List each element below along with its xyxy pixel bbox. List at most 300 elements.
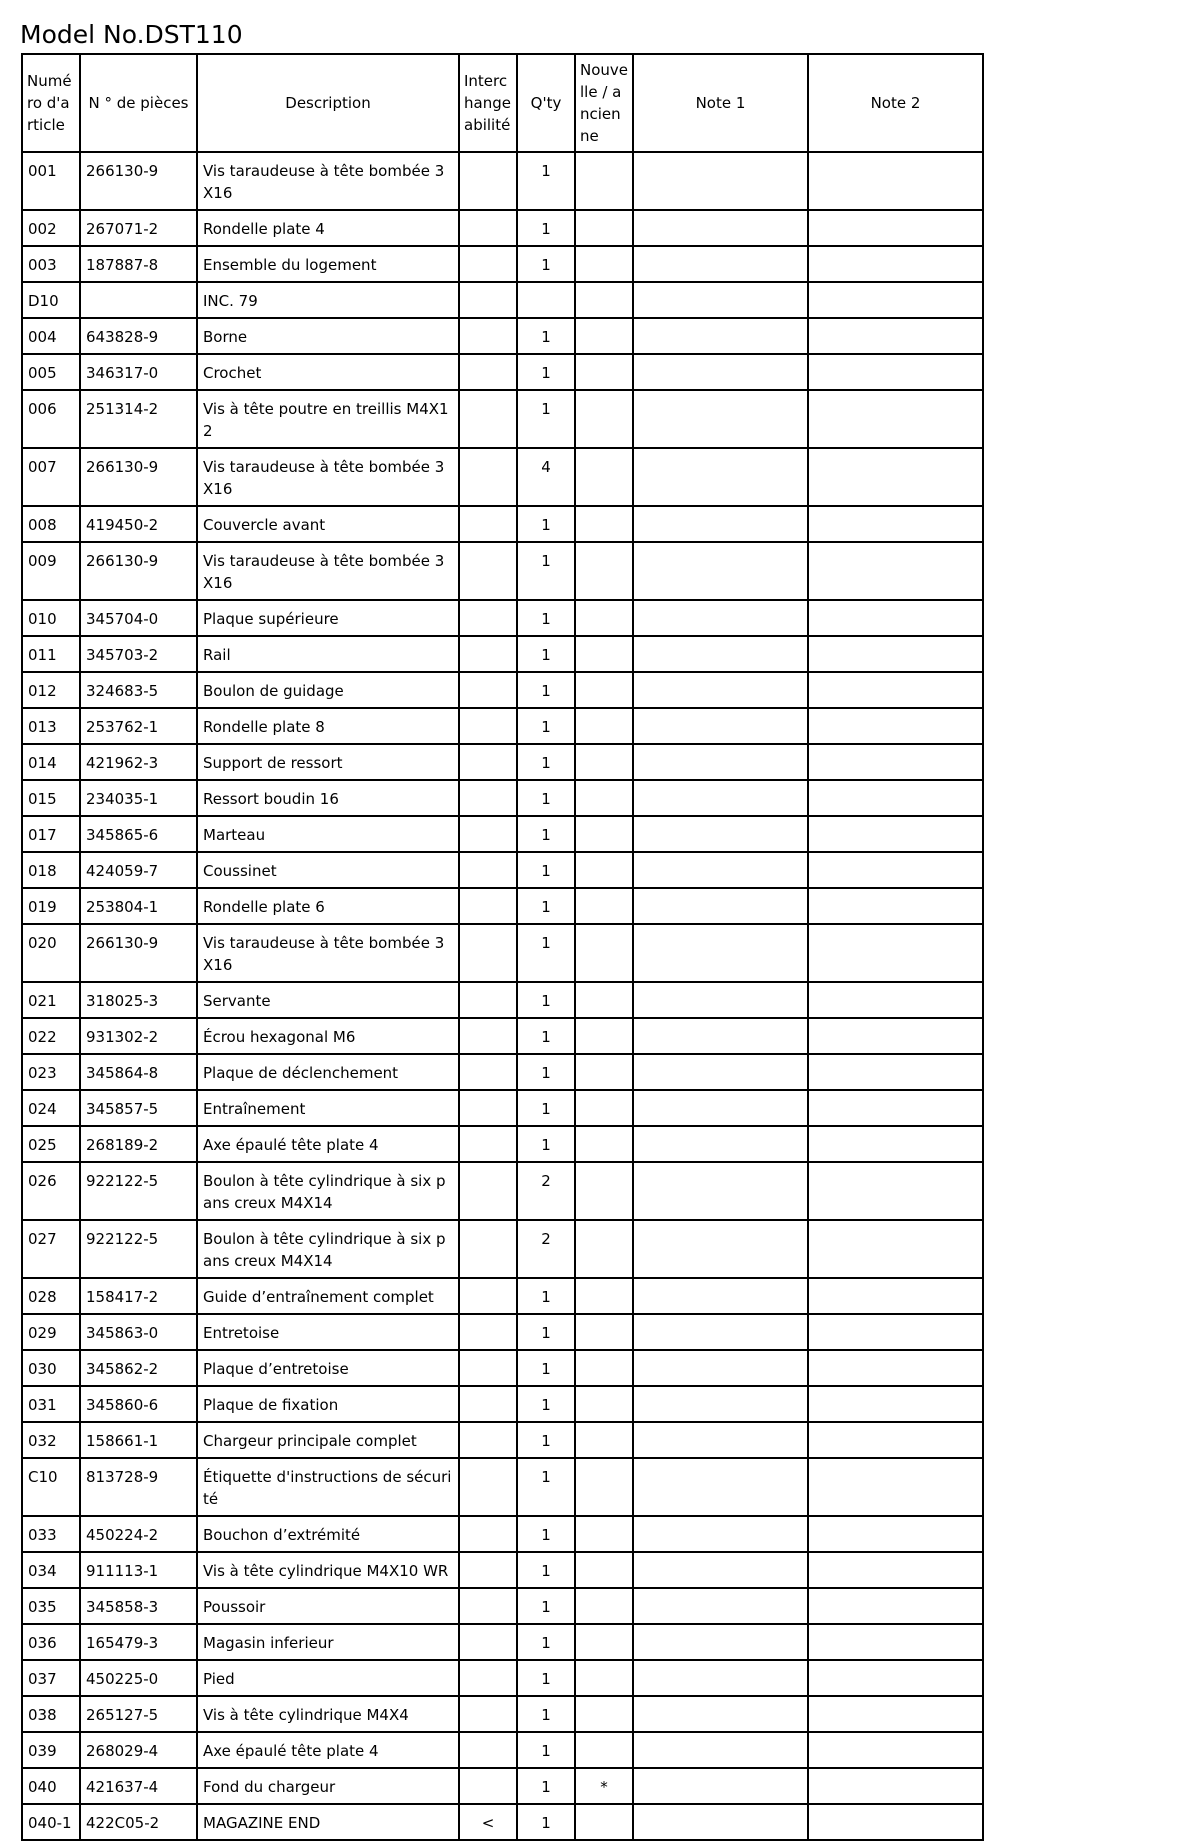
cell-description: MAGAZINE END (197, 1804, 459, 1840)
cell-description: Servante (197, 982, 459, 1018)
cell-note1 (633, 1804, 808, 1840)
cell-qty: 1 (517, 1588, 575, 1624)
cell-item-no: 035 (22, 1588, 80, 1624)
cell-note1 (633, 1126, 808, 1162)
cell-new-old (575, 852, 633, 888)
cell-note1 (633, 152, 808, 210)
cell-new-old (575, 672, 633, 708)
cell-item-no: 019 (22, 888, 80, 924)
cell-new-old (575, 924, 633, 982)
cell-qty: 1 (517, 246, 575, 282)
page-title: Model No.DST110 (20, 20, 243, 49)
table-row (22, 542, 983, 600)
cell-item-no: 038 (22, 1696, 80, 1732)
cell-description: Bouchon d’extrémité (197, 1516, 459, 1552)
cell-note2 (808, 708, 983, 744)
cell-item-no: 013 (22, 708, 80, 744)
cell-item-no: 027 (22, 1220, 80, 1278)
cell-description: Vis à tête cylindrique M4X4 (197, 1696, 459, 1732)
cell-part-no: 643828-9 (80, 318, 197, 354)
cell-qty: 1 (517, 924, 575, 982)
cell-description: Écrou hexagonal M6 (197, 1018, 459, 1054)
cell-note1 (633, 1422, 808, 1458)
cell-new-old (575, 636, 633, 672)
parts-table (21, 53, 984, 1841)
cell-item-no: 006 (22, 390, 80, 448)
cell-description: Vis à tête cylindrique M4X10 WR (197, 1552, 459, 1588)
cell-part-no: 813728-9 (80, 1458, 197, 1516)
cell-interchangeability (459, 816, 517, 852)
cell-note1 (633, 780, 808, 816)
cell-part-no: 234035-1 (80, 780, 197, 816)
table-row (22, 1804, 983, 1840)
cell-qty: 2 (517, 1220, 575, 1278)
cell-item-no: 029 (22, 1314, 80, 1350)
table-row (22, 1552, 983, 1588)
cell-new-old (575, 1422, 633, 1458)
cell-note1 (633, 1054, 808, 1090)
cell-interchangeability (459, 1314, 517, 1350)
cell-note2 (808, 1018, 983, 1054)
cell-interchangeability (459, 1018, 517, 1054)
cell-qty: 1 (517, 1732, 575, 1768)
table-row (22, 1422, 983, 1458)
cell-item-no: 001 (22, 152, 80, 210)
table-row (22, 1768, 983, 1804)
cell-note1 (633, 1458, 808, 1516)
cell-interchangeability (459, 1516, 517, 1552)
cell-new-old (575, 282, 633, 318)
cell-qty: 1 (517, 1660, 575, 1696)
cell-note2 (808, 780, 983, 816)
cell-description: Rail (197, 636, 459, 672)
cell-new-old (575, 1162, 633, 1220)
cell-part-no: 265127-5 (80, 1696, 197, 1732)
cell-new-old (575, 354, 633, 390)
cell-description: Magasin inferieur (197, 1624, 459, 1660)
cell-new-old (575, 1126, 633, 1162)
cell-description: Chargeur principale complet (197, 1422, 459, 1458)
cell-interchangeability (459, 888, 517, 924)
cell-item-no: 034 (22, 1552, 80, 1588)
cell-new-old (575, 816, 633, 852)
cell-description: Couvercle avant (197, 506, 459, 542)
cell-item-no: 040 (22, 1768, 80, 1804)
cell-interchangeability (459, 1552, 517, 1588)
cell-interchangeability (459, 1422, 517, 1458)
cell-part-no: 345704-0 (80, 600, 197, 636)
cell-note2 (808, 852, 983, 888)
cell-description: Fond du chargeur (197, 1768, 459, 1804)
cell-note2 (808, 1552, 983, 1588)
cell-new-old (575, 246, 633, 282)
cell-note1 (633, 354, 808, 390)
cell-qty: 1 (517, 816, 575, 852)
cell-note2 (808, 600, 983, 636)
cell-qty: 1 (517, 1516, 575, 1552)
cell-part-no: 251314-2 (80, 390, 197, 448)
cell-item-no: 036 (22, 1624, 80, 1660)
cell-interchangeability (459, 282, 517, 318)
cell-description: Plaque d’entretoise (197, 1350, 459, 1386)
cell-item-no: 015 (22, 780, 80, 816)
cell-interchangeability (459, 246, 517, 282)
cell-note2 (808, 1220, 983, 1278)
cell-item-no: 021 (22, 982, 80, 1018)
cell-new-old (575, 210, 633, 246)
table-row (22, 1018, 983, 1054)
cell-part-no: 419450-2 (80, 506, 197, 542)
cell-note1 (633, 852, 808, 888)
cell-new-old (575, 542, 633, 600)
cell-interchangeability (459, 1768, 517, 1804)
cell-part-no: 266130-9 (80, 542, 197, 600)
cell-new-old (575, 1018, 633, 1054)
cell-description: Coussinet (197, 852, 459, 888)
cell-note1 (633, 1090, 808, 1126)
cell-note2 (808, 1696, 983, 1732)
cell-note1 (633, 506, 808, 542)
cell-description: Rondelle plate 8 (197, 708, 459, 744)
cell-interchangeability (459, 210, 517, 246)
cell-new-old (575, 1696, 633, 1732)
cell-interchangeability (459, 780, 517, 816)
cell-note2 (808, 1314, 983, 1350)
cell-description: Vis taraudeuse à tête bombée 3X16 (197, 924, 459, 982)
table-row (22, 282, 983, 318)
cell-new-old (575, 1350, 633, 1386)
cell-new-old (575, 506, 633, 542)
cell-part-no: 421637-4 (80, 1768, 197, 1804)
cell-qty: 1 (517, 1768, 575, 1804)
cell-interchangeability (459, 600, 517, 636)
cell-note2 (808, 1422, 983, 1458)
cell-note2 (808, 816, 983, 852)
cell-item-no: 009 (22, 542, 80, 600)
cell-note2 (808, 1054, 983, 1090)
cell-new-old (575, 888, 633, 924)
cell-description: Rondelle plate 6 (197, 888, 459, 924)
table-row (22, 1696, 983, 1732)
table-row (22, 1054, 983, 1090)
table-row (22, 1458, 983, 1516)
table-row (22, 708, 983, 744)
cell-qty: 1 (517, 506, 575, 542)
table-row (22, 816, 983, 852)
cell-description: Vis taraudeuse à tête bombée 3X16 (197, 542, 459, 600)
table-row (22, 390, 983, 448)
cell-qty: 1 (517, 852, 575, 888)
cell-note2 (808, 672, 983, 708)
cell-note2 (808, 1588, 983, 1624)
cell-note1 (633, 982, 808, 1018)
cell-note2 (808, 1768, 983, 1804)
cell-item-no: 032 (22, 1422, 80, 1458)
cell-new-old (575, 1458, 633, 1516)
header-note2: Note 2 (808, 54, 983, 152)
cell-interchangeability (459, 354, 517, 390)
cell-description: Crochet (197, 354, 459, 390)
table-row (22, 600, 983, 636)
table-row (22, 1732, 983, 1768)
cell-qty: 1 (517, 888, 575, 924)
cell-new-old (575, 1386, 633, 1422)
cell-interchangeability (459, 1090, 517, 1126)
cell-item-no: 003 (22, 246, 80, 282)
cell-new-old (575, 982, 633, 1018)
table-row (22, 1350, 983, 1386)
cell-note1 (633, 210, 808, 246)
cell-qty: 1 (517, 600, 575, 636)
cell-qty: 1 (517, 708, 575, 744)
cell-interchangeability (459, 1126, 517, 1162)
cell-note2 (808, 1090, 983, 1126)
cell-note1 (633, 1552, 808, 1588)
cell-note1 (633, 708, 808, 744)
cell-part-no: 318025-3 (80, 982, 197, 1018)
table-row (22, 354, 983, 390)
cell-item-no: 020 (22, 924, 80, 982)
table-row (22, 636, 983, 672)
cell-item-no: D10 (22, 282, 80, 318)
table-row (22, 672, 983, 708)
cell-new-old: * (575, 1768, 633, 1804)
cell-part-no: 931302-2 (80, 1018, 197, 1054)
cell-item-no: 017 (22, 816, 80, 852)
cell-interchangeability (459, 852, 517, 888)
cell-note2 (808, 1732, 983, 1768)
cell-interchangeability (459, 318, 517, 354)
cell-new-old (575, 1054, 633, 1090)
cell-note1 (633, 282, 808, 318)
cell-note1 (633, 1314, 808, 1350)
cell-item-no: 012 (22, 672, 80, 708)
table-row (22, 448, 983, 506)
cell-description: Ressort boudin 16 (197, 780, 459, 816)
cell-note2 (808, 1516, 983, 1552)
cell-item-no: 023 (22, 1054, 80, 1090)
cell-description: Étiquette d'instructions de sécurité (197, 1458, 459, 1516)
cell-qty: 1 (517, 636, 575, 672)
cell-description: INC. 79 (197, 282, 459, 318)
cell-interchangeability (459, 1162, 517, 1220)
cell-part-no: 450224-2 (80, 1516, 197, 1552)
table-header-row (22, 54, 983, 152)
cell-qty: 1 (517, 744, 575, 780)
cell-item-no: 030 (22, 1350, 80, 1386)
cell-description: Boulon à tête cylindrique à six pans creux M4X14 (197, 1220, 459, 1278)
cell-interchangeability (459, 1624, 517, 1660)
table-row (22, 1162, 983, 1220)
cell-interchangeability (459, 448, 517, 506)
cell-note1 (633, 1018, 808, 1054)
cell-part-no: 346317-0 (80, 354, 197, 390)
cell-note1 (633, 744, 808, 780)
table-body (22, 152, 983, 1840)
table-row (22, 982, 983, 1018)
cell-note2 (808, 924, 983, 982)
cell-description: Plaque de fixation (197, 1386, 459, 1422)
cell-part-no: 187887-8 (80, 246, 197, 282)
cell-note2 (808, 390, 983, 448)
cell-note2 (808, 1162, 983, 1220)
cell-interchangeability (459, 542, 517, 600)
table-row (22, 506, 983, 542)
cell-part-no: 911113-1 (80, 1552, 197, 1588)
cell-item-no: 005 (22, 354, 80, 390)
cell-note1 (633, 1768, 808, 1804)
table-row (22, 246, 983, 282)
cell-part-no: 345865-6 (80, 816, 197, 852)
table-row (22, 1314, 983, 1350)
cell-note1 (633, 542, 808, 600)
cell-note1 (633, 1278, 808, 1314)
table-row (22, 210, 983, 246)
cell-note1 (633, 672, 808, 708)
cell-item-no: 008 (22, 506, 80, 542)
cell-note1 (633, 1732, 808, 1768)
cell-note1 (633, 924, 808, 982)
cell-new-old (575, 1732, 633, 1768)
cell-description: Boulon de guidage (197, 672, 459, 708)
cell-qty: 1 (517, 318, 575, 354)
cell-note1 (633, 1624, 808, 1660)
cell-qty: 1 (517, 390, 575, 448)
cell-new-old (575, 318, 633, 354)
cell-description: Ensemble du logement (197, 246, 459, 282)
table-row (22, 152, 983, 210)
cell-interchangeability (459, 506, 517, 542)
cell-note2 (808, 888, 983, 924)
cell-item-no: 022 (22, 1018, 80, 1054)
cell-interchangeability (459, 1696, 517, 1732)
cell-part-no: 422C05-2 (80, 1804, 197, 1840)
cell-interchangeability (459, 1660, 517, 1696)
cell-qty: 2 (517, 1162, 575, 1220)
cell-note1 (633, 1588, 808, 1624)
table-row (22, 852, 983, 888)
cell-description: Plaque de déclenchement (197, 1054, 459, 1090)
cell-new-old (575, 1516, 633, 1552)
cell-part-no: 345860-6 (80, 1386, 197, 1422)
table-row (22, 1126, 983, 1162)
cell-part-no: 345857-5 (80, 1090, 197, 1126)
cell-interchangeability (459, 708, 517, 744)
header-note1: Note 1 (633, 54, 808, 152)
cell-part-no: 345862-2 (80, 1350, 197, 1386)
cell-interchangeability (459, 1278, 517, 1314)
cell-qty: 1 (517, 1314, 575, 1350)
cell-new-old (575, 1090, 633, 1126)
cell-interchangeability (459, 636, 517, 672)
table-row (22, 1516, 983, 1552)
cell-note2 (808, 448, 983, 506)
cell-qty: 1 (517, 672, 575, 708)
cell-note2 (808, 246, 983, 282)
cell-part-no: 268029-4 (80, 1732, 197, 1768)
cell-note1 (633, 1220, 808, 1278)
cell-note1 (633, 636, 808, 672)
cell-note1 (633, 1162, 808, 1220)
cell-item-no: 026 (22, 1162, 80, 1220)
cell-qty: 1 (517, 1552, 575, 1588)
cell-part-no: 345703-2 (80, 636, 197, 672)
cell-new-old (575, 1804, 633, 1840)
cell-qty: 1 (517, 982, 575, 1018)
cell-interchangeability (459, 390, 517, 448)
cell-note1 (633, 1516, 808, 1552)
cell-new-old (575, 780, 633, 816)
cell-new-old (575, 152, 633, 210)
cell-part-no: 266130-9 (80, 924, 197, 982)
cell-note2 (808, 354, 983, 390)
cell-interchangeability (459, 744, 517, 780)
cell-item-no: 002 (22, 210, 80, 246)
cell-qty: 1 (517, 1804, 575, 1840)
cell-new-old (575, 1660, 633, 1696)
cell-qty: 1 (517, 1278, 575, 1314)
cell-item-no: 033 (22, 1516, 80, 1552)
cell-qty: 1 (517, 152, 575, 210)
table-row (22, 1660, 983, 1696)
cell-part-no (80, 282, 197, 318)
cell-item-no: 028 (22, 1278, 80, 1314)
cell-note1 (633, 448, 808, 506)
cell-part-no: 158661-1 (80, 1422, 197, 1458)
cell-note2 (808, 1126, 983, 1162)
table-row (22, 1090, 983, 1126)
cell-description: Vis à tête poutre en treillis M4X12 (197, 390, 459, 448)
cell-qty: 1 (517, 1458, 575, 1516)
cell-interchangeability (459, 1350, 517, 1386)
cell-item-no: 040-1 (22, 1804, 80, 1840)
table-row (22, 744, 983, 780)
cell-part-no: 266130-9 (80, 152, 197, 210)
cell-description: Entraînement (197, 1090, 459, 1126)
cell-description: Borne (197, 318, 459, 354)
cell-interchangeability (459, 1220, 517, 1278)
cell-new-old (575, 1220, 633, 1278)
cell-note2 (808, 1624, 983, 1660)
header-new-old: Nouvelle / ancienne (575, 54, 633, 152)
cell-part-no: 324683-5 (80, 672, 197, 708)
cell-part-no: 424059-7 (80, 852, 197, 888)
cell-new-old (575, 1278, 633, 1314)
cell-item-no: 007 (22, 448, 80, 506)
cell-part-no: 922122-5 (80, 1162, 197, 1220)
cell-qty: 1 (517, 354, 575, 390)
cell-new-old (575, 1624, 633, 1660)
cell-description: Rondelle plate 4 (197, 210, 459, 246)
cell-description: Vis taraudeuse à tête bombée 3X16 (197, 152, 459, 210)
cell-new-old (575, 708, 633, 744)
cell-note1 (633, 816, 808, 852)
cell-qty: 1 (517, 780, 575, 816)
table-row (22, 318, 983, 354)
cell-new-old (575, 744, 633, 780)
cell-interchangeability (459, 152, 517, 210)
cell-note1 (633, 246, 808, 282)
cell-interchangeability (459, 672, 517, 708)
cell-note2 (808, 542, 983, 600)
cell-description: Plaque supérieure (197, 600, 459, 636)
cell-interchangeability: < (459, 1804, 517, 1840)
cell-qty: 1 (517, 1018, 575, 1054)
cell-interchangeability (459, 1386, 517, 1422)
cell-new-old (575, 448, 633, 506)
cell-note2 (808, 506, 983, 542)
cell-item-no: C10 (22, 1458, 80, 1516)
